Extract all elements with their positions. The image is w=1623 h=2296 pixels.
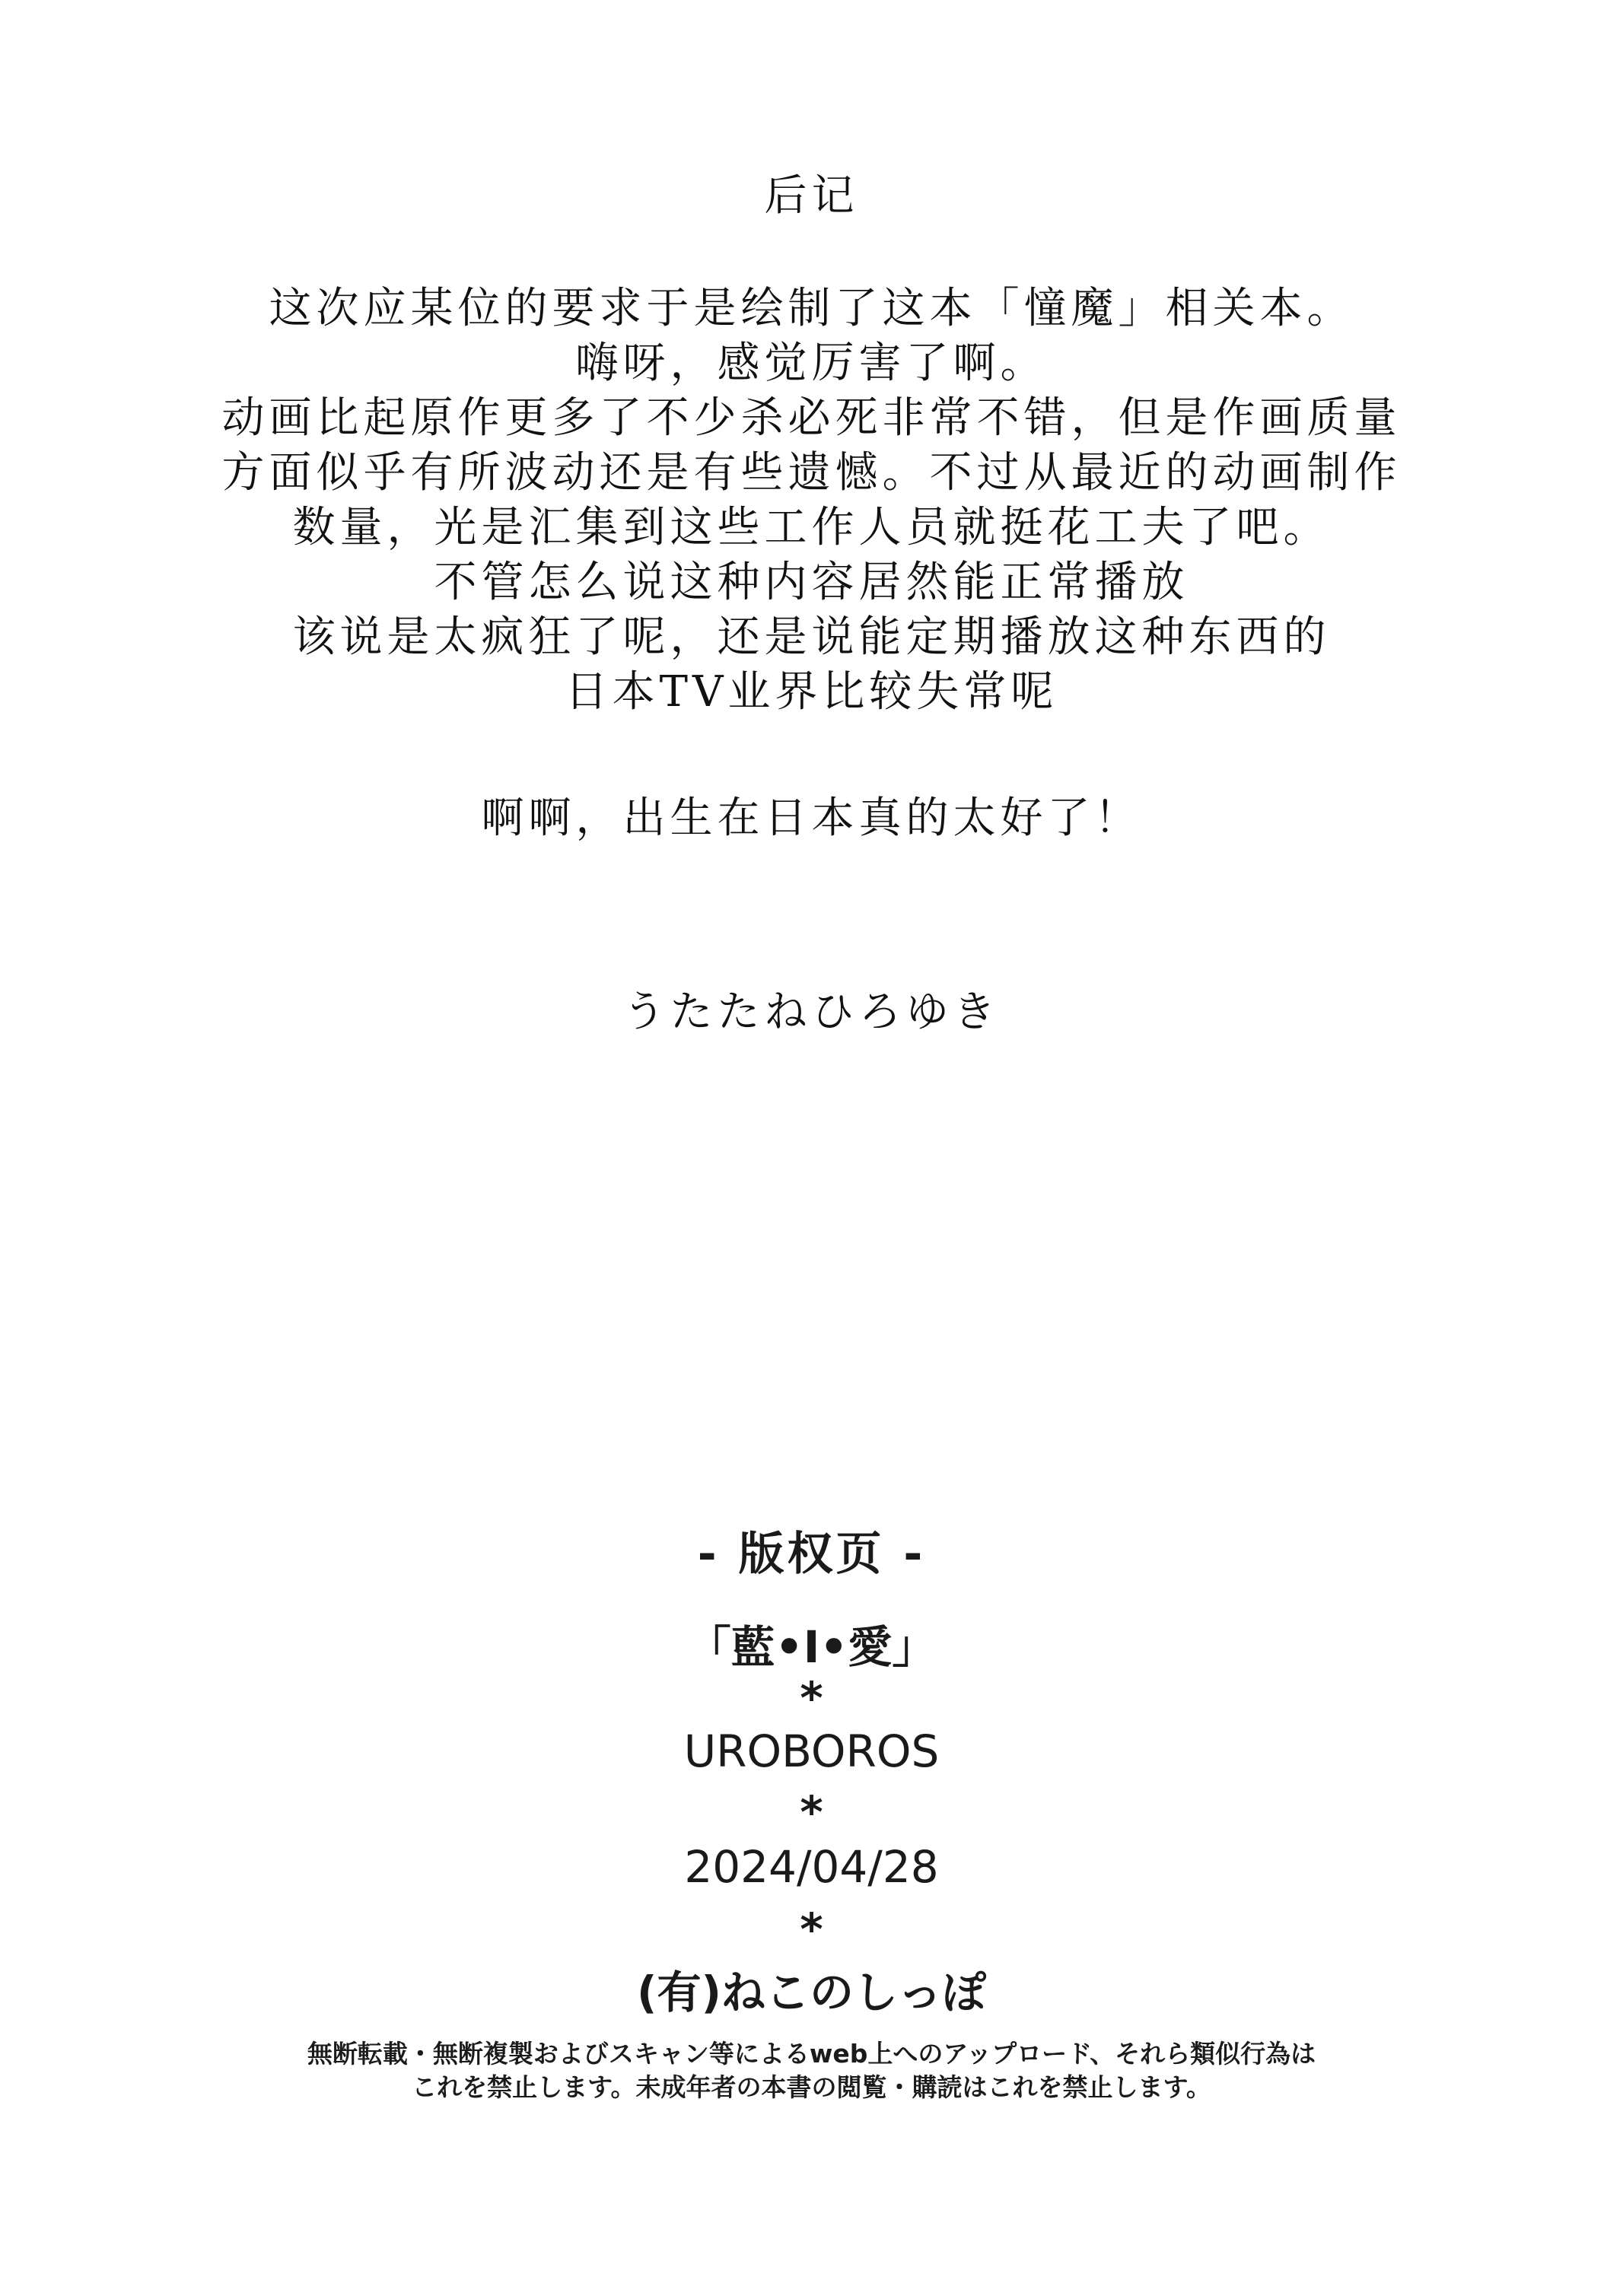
afterword-line: 动画比起原作更多了不少杀必死非常不错，但是作画质量 <box>221 393 1402 443</box>
afterword-body <box>0 281 1623 720</box>
afterword-title: 后记 <box>764 171 859 221</box>
printer-name: (有)ねこのしっぽ <box>636 1967 987 2018</box>
author-signature: うたたねひろゆき <box>622 987 1001 1037</box>
separator-star: * <box>800 1672 823 1724</box>
afterword-line: 日本TV业界比较失常呢 <box>565 667 1058 717</box>
afterword-line: 这次应某位的要求于是绘制了这本「憧魔」相关本。 <box>269 284 1354 333</box>
afterword-exclamation: 啊啊，出生在日本真的太好了！ <box>481 793 1142 843</box>
afterword-line: 方面似乎有所波动还是有些遗憾。不过从最近的动画制作 <box>221 448 1402 498</box>
afterword-line: 数量，光是汇集到这些工作人员就挺花工夫了吧。 <box>292 503 1331 552</box>
notice-line: これを禁止します。未成年者の本書の閲覧・購読はこれを禁止します。 <box>412 2072 1211 2102</box>
afterword-line: 该说是太疯狂了呢，还是说能定期播放这种东西的 <box>292 612 1331 662</box>
afterword-line: 嗨呀，感觉厉害了啊。 <box>575 339 1048 388</box>
circle-name: UROBOROS <box>683 1725 940 1777</box>
afterword-line: 不管怎么说这种内容居然能正常播放 <box>434 558 1189 607</box>
notice-line: 無断転載・無断複製およびスキャン等によるweb上へのアップロード、それら類似行為は <box>307 2039 1316 2069</box>
book-title: 「藍•I•愛」 <box>686 1621 937 1673</box>
colophon-heading: - 版权页 - <box>697 1528 926 1581</box>
separator-star: * <box>800 1786 823 1838</box>
publication-date: 2024/04/28 <box>684 1841 939 1893</box>
separator-star: * <box>800 1903 823 1955</box>
copyright-notice <box>0 2037 1623 2104</box>
